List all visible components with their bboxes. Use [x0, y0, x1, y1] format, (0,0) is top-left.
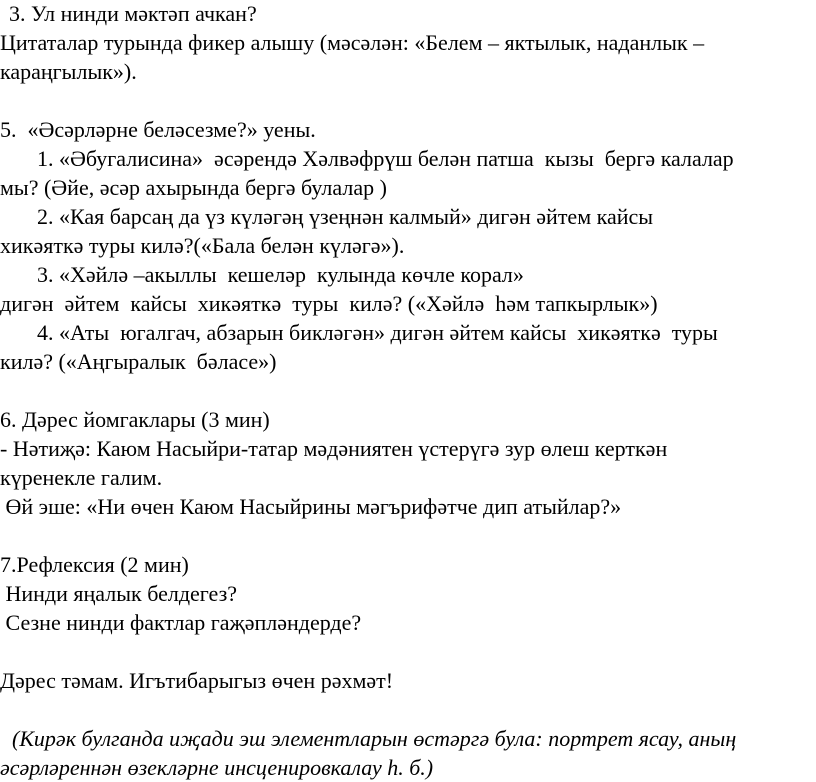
question-3-text-line1: Цитаталар турында фикер алышу (мәсәлән: «Белем – яктылык, наданлык –	[0, 30, 705, 55]
section-5-item-1-line1: 1. «Әбугалисина» әсәрендә Хәлвәфрүш белән патша кызы бергә калалар	[37, 146, 734, 171]
question-3-title: 3. Ул нинди мәктәп ачкан?	[9, 1, 257, 26]
section-6-result-line2: күренекле галим.	[0, 465, 163, 490]
note-line1: (Кирәк булганда иҗади эш элементларын өстәргә була: портрет ясау, аның	[12, 726, 737, 751]
section-5-item-3-line1: 3. «Хәйлә –акыллы кешеләр кулында көчле корал»	[37, 262, 524, 287]
section-5-heading: 5. «Әсәрләрне беләсезме?» уены.	[0, 117, 316, 142]
section-7-question-1: Нинди яңалык белдегез?	[0, 581, 238, 606]
section-5-item-3-line2: дигән әйтем кайсы хикәяткә туры килә? («Хәйлә һәм тапкырлык»)	[0, 291, 658, 316]
question-3-text-line2: караңгылык»).	[0, 59, 137, 84]
section-6-homework: Өй эше: «Ни өчен Каюм Насыйрины мәгърифәтче дип атыйлар?»	[0, 494, 622, 519]
section-6-heading: 6. Дәрес йомгаклары (3 мин)	[0, 407, 270, 432]
section-6-result-line1: - Нәтиҗә: Каюм Насыйри-татар мәдәниятен үстерүгә зур өлеш керткән	[0, 436, 668, 461]
section-5-item-4-line1: 4. «Аты югалгач, абзарын бикләгән» дигән әйтем кайсы хикәяткә туры	[37, 320, 718, 345]
section-7-question-2: Сезне нинди фактлар гаҗәпләндерде?	[0, 610, 362, 635]
section-7-heading: 7.Рефлексия (2 мин)	[0, 552, 189, 577]
section-5-item-1-line2: мы? (Әйе, әсәр ахырында бергә булалар )	[0, 175, 387, 200]
note-line2: әсәрләреннән өзекләрне инсценировкалау һ. б.)	[0, 755, 434, 780]
section-5-item-2-line2: хикәяткә туры килә?(«Бала белән күләгә»).	[0, 233, 405, 258]
closing-line: Дәрес тәмам. Игътибарыгыз өчен рәхмәт!	[0, 668, 394, 693]
section-5-item-4-line2: килә? («Аңгыралык бәласе»)	[0, 349, 277, 374]
section-5-item-2-line1: 2. «Кая барсаң да үз күләгәң үзеңнән калмый» дигән әйтем кайсы	[37, 204, 654, 229]
